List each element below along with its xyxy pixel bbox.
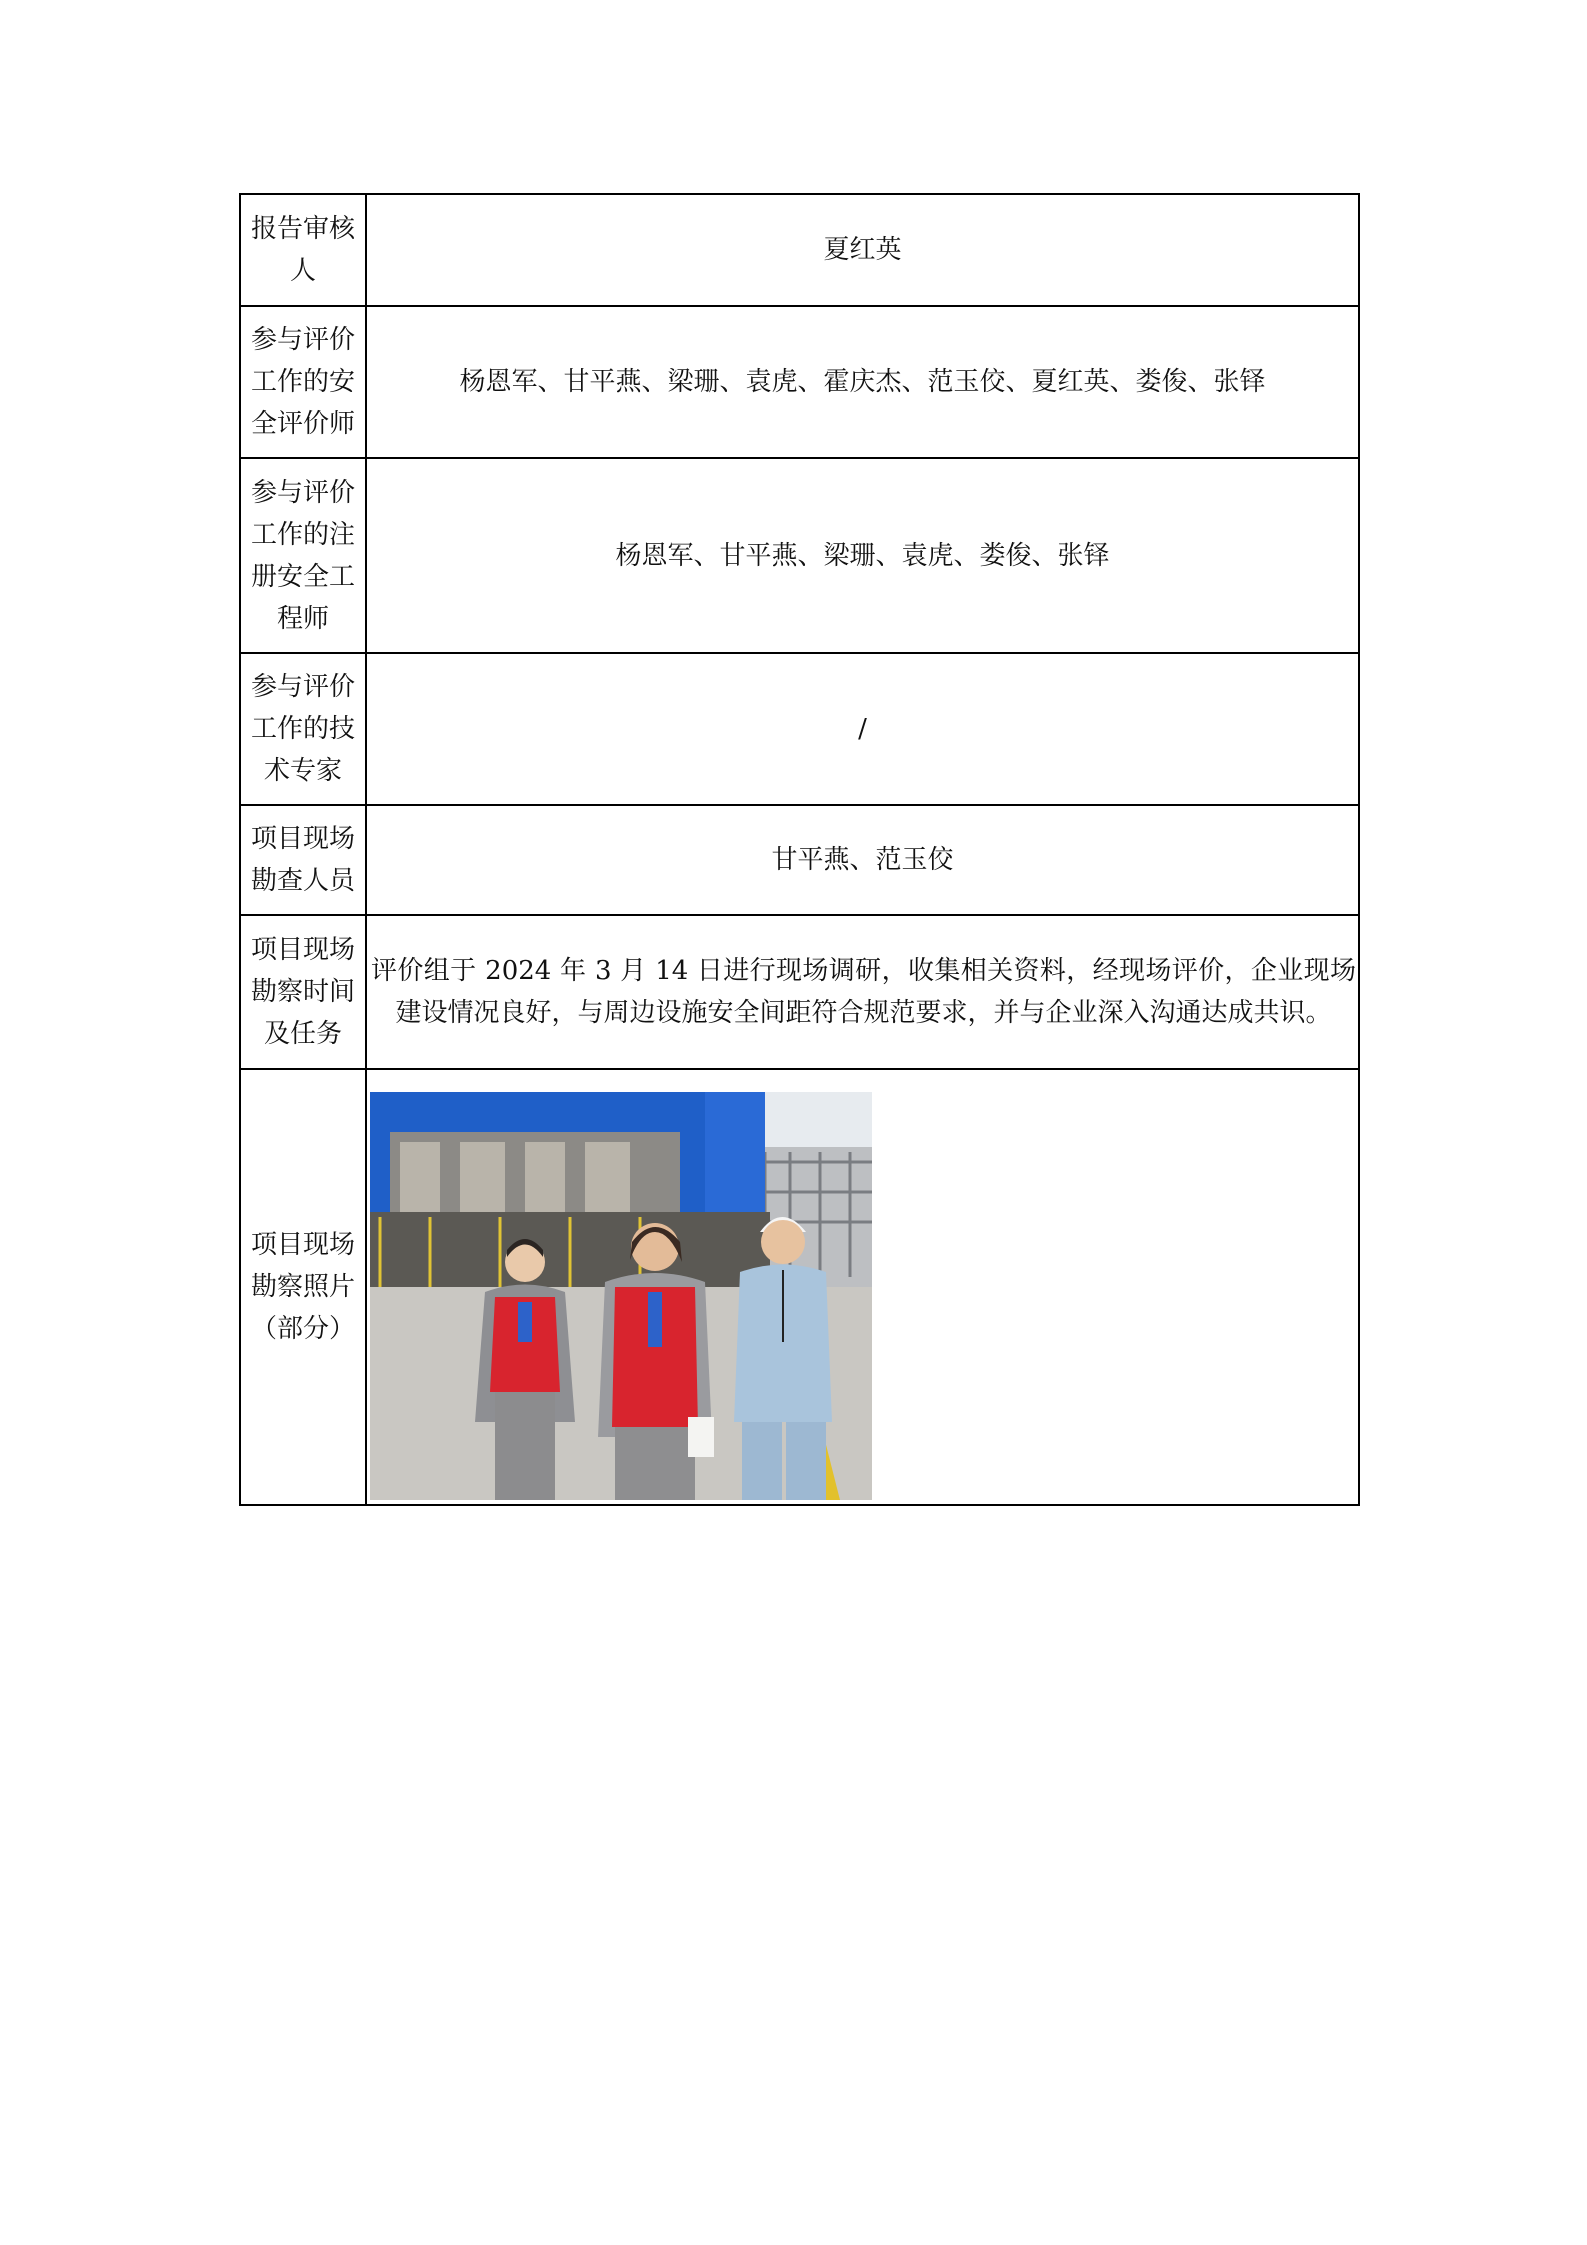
row-label: 项目现场勘查人员: [240, 805, 366, 915]
project-info-table: [239, 193, 1360, 1506]
row-label: 参与评价工作的注册安全工程师: [240, 458, 366, 653]
row-label: 报告审核人: [240, 194, 366, 306]
table-row: [240, 458, 1359, 653]
row-value: 杨恩军、甘平燕、梁珊、袁虎、霍庆杰、范玉佼、夏红英、娄俊、张铎: [366, 306, 1359, 458]
table-row: [240, 1069, 1359, 1505]
site-photo-illustration: [370, 1092, 872, 1500]
row-label: 参与评价工作的安全评价师: [240, 306, 366, 458]
table-row: [240, 194, 1359, 306]
row-value: /: [366, 653, 1359, 805]
row-label: 项目现场勘察时间及任务: [240, 915, 366, 1069]
table-row: [240, 653, 1359, 805]
row-label: 项目现场勘察照片（部分）: [240, 1069, 366, 1505]
row-label: 参与评价工作的技术专家: [240, 653, 366, 805]
site-survey-photo: [370, 1092, 872, 1500]
row-value: 杨恩军、甘平燕、梁珊、袁虎、娄俊、张铎: [366, 458, 1359, 653]
row-value: 评价组于 2024 年 3 月 14 日进行现场调研，收集相关资料，经现场评价，企业现场建设情况良好，与周边设施安全间距符合规范要求，并与企业深入沟通达成共识。: [366, 915, 1359, 1069]
row-value: 甘平燕、范玉佼: [366, 805, 1359, 915]
row-value: 夏红英: [366, 194, 1359, 306]
table-row: [240, 915, 1359, 1069]
table-row: [240, 805, 1359, 915]
photo-cell: [366, 1069, 1359, 1505]
table-row: [240, 306, 1359, 458]
